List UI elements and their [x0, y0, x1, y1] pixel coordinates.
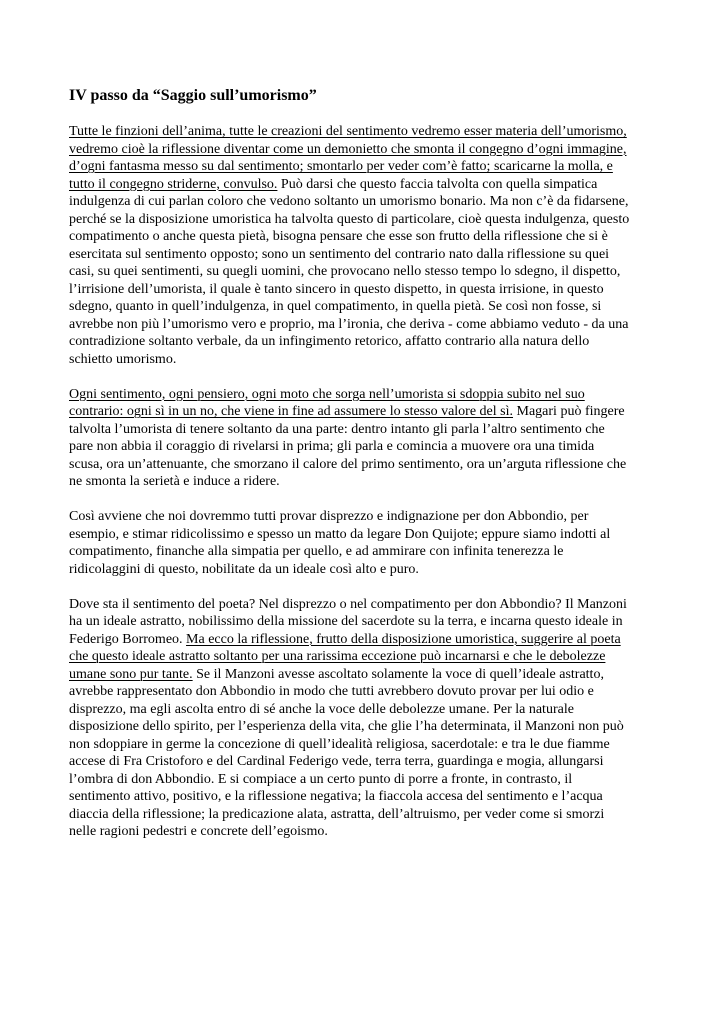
plain-text: avrebbe non più l’umorismo vero e proprio, ma l’ironia, che deriva - come abbiamo veduto - da una: [69, 316, 629, 332]
text-line: [69, 596, 657, 614]
text-line: [69, 753, 657, 771]
paragraph: [69, 386, 657, 491]
underlined-text: tutto il congegno striderne, convulso.: [69, 176, 278, 192]
plain-text: ridicolaggini di questo, nobilitate da un ideale così alto e puro.: [69, 561, 419, 577]
underlined-text: umane sono pur tante.: [69, 666, 193, 682]
plain-text: disprezzo, ma egli ascolta entro di sé anche la voce delle debolezze umane. Per la naturale: [69, 701, 574, 717]
plain-text: disposizione dello spirito, per l’esperienza della vita, che glie l’ha determinata, il Manzoni non può: [69, 719, 624, 734]
underlined-text: che questo ideale astratto soltanto per una rarissima eccezione può incarnarsi e che le debolezze: [69, 649, 606, 664]
text-line: [69, 666, 657, 684]
document-body: [69, 123, 657, 858]
text-line: [69, 526, 657, 544]
plain-text: ha un ideale astratto, nobilissimo della missione del sacerdote su la terra, e incarna questo ideale in: [69, 614, 623, 629]
text-line: [69, 771, 657, 789]
text-line: [69, 211, 657, 229]
plain-text: Dove sta il sentimento del poeta? Nel disprezzo o nel compatimento per don Abbondio? Il Manzoni: [69, 596, 627, 612]
plain-text: non sdoppiare in germe la concezione di quell’idealità religiosa, sacerdotale: e tra le due fiamme: [69, 736, 610, 752]
text-line: [69, 386, 657, 404]
text-line: [69, 281, 657, 299]
text-line: [69, 298, 657, 316]
text-line: [69, 683, 657, 701]
plain-text: compatimento, finanche alla simpatia per quello, e ad ammirare con infinita tenerezza le: [69, 544, 564, 559]
text-line: [69, 648, 657, 666]
text-line: [69, 788, 657, 806]
plain-text: talvolta l’umorista di tenere soltanto da una parte: dentro intanto gli parla l’altro sentimento che: [69, 421, 605, 437]
underlined-text: d’ogni fantasma messo su dal sentimento; smontarlo per veder com’è fatto; scaricarne la molla, e: [69, 159, 613, 174]
paragraph: [69, 123, 657, 368]
plain-text: esercitata sul sentimento opposto; sono un sentimento del contrario nato dalla riflessione su quei: [69, 246, 610, 262]
text-line: [69, 403, 657, 421]
text-line: [69, 438, 657, 456]
text-line: [69, 613, 657, 631]
text-line: [69, 263, 657, 281]
text-line: [69, 823, 657, 841]
text-line: [69, 123, 657, 141]
text-line: [69, 141, 657, 159]
plain-text: esempio, e stimar ridicolissimo e spesso un matto da legare Don Quijote; eppure siamo indotti al: [69, 526, 611, 542]
plain-text: diaccia della riflessione; la predicazione alata, astratta, dell’altruismo, per veder come si smorzi: [69, 806, 605, 822]
plain-text: nelle ragioni pedestri e concrete dell’egoismo.: [69, 824, 328, 839]
plain-text: l’irrisione dell’umorista, il quale è tanto sincero in questo dispetto, in questa irrisione, in questo: [69, 281, 604, 297]
text-line: [69, 176, 657, 194]
document-title: IV passo da “Saggio sull’umorismo”: [69, 87, 317, 104]
text-line: [69, 246, 657, 264]
underlined-text: vedremo cioè la riflessione diventar come un demonietto che smonta il congegno d’ogni immagine,: [69, 141, 627, 157]
plain-text: perché se la disposizione umoristica ha talvolta questo di particolare, cioè questa indulgenza, questo: [69, 211, 630, 227]
text-line: [69, 228, 657, 246]
paragraph: [69, 508, 657, 578]
text-line: [69, 333, 657, 351]
plain-text: ne smonta la serietà e induce a ridere.: [69, 474, 280, 489]
text-line: [69, 806, 657, 824]
plain-text: sdegno, quanto in quell’indulgenza, in quel compatimento, in quella pietà. Se così non fosse, si: [69, 299, 602, 314]
text-line: [69, 701, 657, 719]
text-line: [69, 421, 657, 439]
plain-text: pare non abbia il coraggio di rivelarsi in prima; gli parla e comincia a muovere ora una timida: [69, 439, 595, 454]
text-line: [69, 561, 657, 579]
text-line: [69, 456, 657, 474]
underlined-text: Ma ecco la riflessione, frutto della disposizione umoristica, suggerire al poeta: [186, 631, 621, 647]
plain-text: indulgenza di cui parlan coloro che vedono soltanto un umorismo bonario. Ma non c’è da fidarsene,: [69, 194, 629, 209]
text-line: [69, 543, 657, 561]
plain-text: Può darsi che questo faccia talvolta con quella simpatica: [277, 176, 598, 192]
plain-text: contradizione soltanto verbale, da un infingimento retorico, affatto contrario alla natura dello: [69, 334, 590, 349]
underlined-text: Ogni sentimento, ogni pensiero, ogni moto che sorga nell’umorista si sdoppia subito nel suo: [69, 386, 585, 402]
text-line: [69, 193, 657, 211]
plain-text: accese di Fra Cristoforo e del Cardinal Federigo vede, terra terra, guardinga e mogia, allungarsi: [69, 754, 604, 769]
text-line: [69, 718, 657, 736]
plain-text: Se il Manzoni avesse ascoltato solamente la voce di quell’ideale astratto,: [192, 666, 604, 682]
paragraph: [69, 596, 657, 841]
plain-text: Magari può fingere: [513, 404, 625, 419]
text-line: [69, 316, 657, 334]
plain-text: Federigo Borromeo.: [69, 631, 187, 647]
text-line: [69, 631, 657, 649]
plain-text: scusa, ora un’attenuante, che smorzano il calore del primo sentimento, ora un’arguta riflessione che: [69, 456, 627, 472]
plain-text: avrebbe rappresentato don Abbondio in modo che tutti avrebbero dovuto provar per lui odio e: [69, 684, 594, 699]
text-line: [69, 508, 657, 526]
underlined-text: contrario: ogni sì in un no, che viene in fine ad assumere lo stesso valore del sì.: [69, 404, 514, 419]
plain-text: casi, su quei sentimenti, su quegli uomini, che provocano nello stesso tempo lo sdegno, il dispetto,: [69, 264, 621, 279]
text-line: [69, 351, 657, 369]
text-line: [69, 158, 657, 176]
plain-text: Così avviene che noi dovremmo tutti provar disprezzo e indignazione per don Abbondio, per: [69, 509, 589, 524]
underlined-text: Tutte le finzioni dell’anima, tutte le creazioni del sentimento vedremo esser materia dell’umorismo,: [69, 124, 627, 139]
plain-text: sentimento attivo, positivo, e la riflessione negativa; la fiaccola accesa del sentimento e l’acqua: [69, 789, 603, 804]
plain-text: compatimento o anche questa pietà, bisogna pensare che esse son frutto della riflessione che si è: [69, 229, 608, 244]
plain-text: schietto umorismo.: [69, 351, 177, 367]
text-line: [69, 736, 657, 754]
text-line: [69, 473, 657, 491]
plain-text: l’ombra di don Abbondio. E si compiace a un certo punto di porre a fronte, in contrasto, il: [69, 771, 573, 787]
